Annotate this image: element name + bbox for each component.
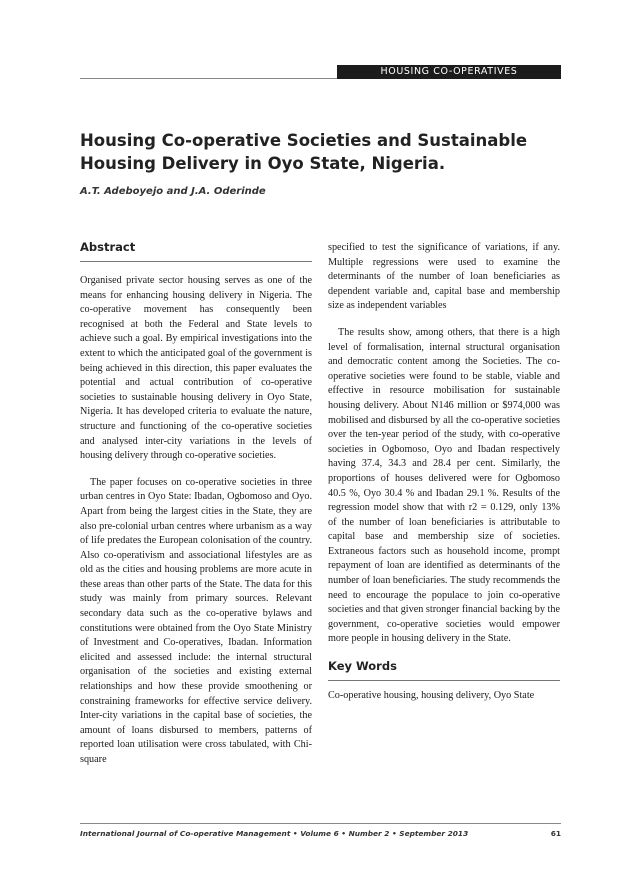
article-title: Housing Co-operative Societies and Sustainable Housing Delivery in Oyo State, Nigeria. xyxy=(80,131,528,173)
abstract-paragraph-2: The paper focuses on co-operative societies in three urban centres in Oyo State: Ibadan, Ogbomoso and Oyo. Apart from being the largest cities in the State, they are also pre-colonial urban centres where urbanism as a way of life predates the European colonisation of the country. Also co-operativism and associational lifestyles are as old as the cities and housing problems are more acute in these areas than other parts of the State. The data for this study was mainly from primary sources. Relevant secondary data such as the co-operative bylaws and constitutions were obtained from the Oyo State Ministry of Investment and Co-operatives, Ibadan. Information elicited and assessed include: the internal structural organisation of the societies and existing external relationships and how these provide smoothening or constraining frameworks for effective service delivery. Inter-city variations in the capital base of societies, the amount of loans disbursed to members, patterns of reported loan utilisation were cross tabulated, with Chi-square xyxy=(80,476,312,765)
left-column xyxy=(80,240,312,768)
journal-citation: International Journal of Co-operative Management • Volume 6 • Number 2 • September 2013 xyxy=(80,829,469,838)
section-tag: HOUSING CO-OPERATIVES xyxy=(337,65,561,79)
abstract-paragraph-3: The results show, among others, that there is a high level of formalisation, internal structural organisation and democratic content among the Societies. The co-operative societies were found to be stable, viable and effective in resource mobilisation for sustainable housing delivery. About N146 million or $974,000 was mobilised and disbursed by all the co-operative societies over the ten-year period of the study, with co-operative societies in Ogbomoso, Oyo and Ibadan respectively having 37.4, 34.3 and 28.4 per cent. Similarly, the proportions of houses delivered were for Ogbomoso 40.5 %, Oyo 30.4 % and Ibadan 29.1 %. Results of the regression model show that with r2 = 0.129, only 13% of the number of loan beneficiaries is attributable to capital base and membership size of societies. Extraneous factors such as household income, prompt repayment of loan are identified as determinants of the number of loan beneficiaries. The study recommends the need to encourage the populace to join co-operative societies and that given stronger financial backing by the government, co-operative societies would empower more people in housing delivery in the State. xyxy=(328,326,560,645)
right-column xyxy=(328,241,560,704)
footer-rule xyxy=(80,823,561,824)
abstract-paragraph-2-continued: specified to test the significance of variations, if any. Multiple regressions were used to examine the determinants of the number of loan beneficiaries as dependent variable and, capital base and membership size as independent variables xyxy=(328,242,560,312)
keywords-heading: Key Words xyxy=(328,659,560,681)
keywords-text: Co-operative housing, housing delivery, Oyo State xyxy=(328,690,535,702)
page-number: 61 xyxy=(550,829,561,838)
abstract-heading: Abstract xyxy=(80,240,312,262)
footer xyxy=(80,829,561,838)
abstract-paragraph-1: Organised private sector housing serves as one of the means for enhancing housing delivery in Nigeria. The co-operative movement has consequently been recognised at both the Federal and State levels to achieve such a goal. By empirical investigations into the extent to which the anticipated goal of the government is being achieved in this direction, this paper evaluates the potential and actual contribution of co-operative societies to sustainable housing delivery in Oyo State, Nigeria. It has developed criteria to evaluate the nature, structure and functioning of the co-operative societies and analysed inter-city variations in the levels of housing delivery through co-operative societies. xyxy=(80,275,312,462)
article-authors: A.T. Adeboyejo and J.A. Oderinde xyxy=(80,186,266,197)
